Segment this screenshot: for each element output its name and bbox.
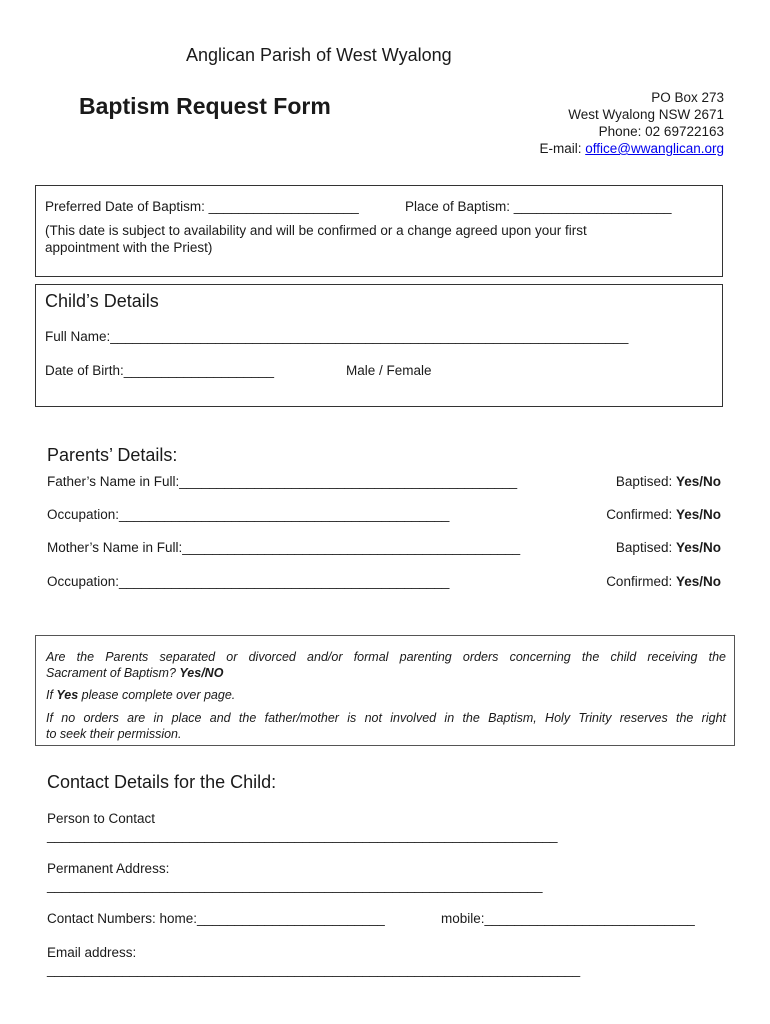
availability-note-line2: appointment with the Priest) (45, 240, 213, 255)
father-confirmed-choice[interactable] (606, 507, 721, 522)
child-full-name-field[interactable]: Full Name:_____________________________________________________________________ (45, 329, 629, 344)
custody-question-text: Sacrament of Baptism? (46, 666, 180, 680)
mobile-phone-field[interactable]: mobile:____________________________ (441, 911, 695, 926)
baptised-label: Baptised: (615, 540, 676, 555)
father-occupation-field[interactable]: Occupation:____________________________________________ (47, 507, 450, 522)
yes-option: Yes (179, 666, 202, 680)
baptised-label: Baptised: (615, 474, 676, 489)
availability-note-line1: (This date is subject to availability and will be confirmed or a change agreed upon your first (45, 223, 587, 238)
address-email (539, 140, 724, 157)
complete-over-page-note (46, 687, 235, 703)
child-gender-choice[interactable]: Male / Female (346, 363, 432, 378)
mother-name-field[interactable]: Mother’s Name in Full:_____________________________________________ (47, 540, 521, 555)
note-prefix: If (46, 688, 57, 702)
mother-baptised-choice[interactable] (616, 540, 721, 555)
note-suffix: please complete over page. (78, 688, 236, 702)
person-to-contact-label: Person to Contact (47, 811, 156, 826)
custody-question-line1: Are the Parents separated or divorced and/or formal parenting orders concerning the child receiving the (46, 650, 726, 664)
yes-emphasis: Yes (56, 688, 79, 702)
form-title: Baptism Request Form (79, 93, 331, 119)
yes-option: Yes (675, 574, 700, 589)
contact-details-heading: Contact Details for the Child: (47, 772, 277, 792)
person-to-contact-field[interactable]: ____________________________________________________________________ (47, 828, 558, 843)
permanent-address-field[interactable]: __________________________________________________________________ (47, 878, 543, 893)
no-option: /No (699, 507, 721, 522)
custody-question-line2[interactable] (46, 665, 223, 681)
child-details-heading: Child’s Details (45, 291, 159, 311)
father-baptised-choice[interactable] (616, 474, 721, 489)
yes-option: Yes (675, 474, 700, 489)
confirmed-label: Confirmed: (606, 507, 676, 522)
address-phone: Phone: 02 69722163 (598, 124, 724, 139)
permission-note-line1: If no orders are in place and the father/mother is not involved in the Baptism, Holy Trinity reserves the right (46, 711, 726, 725)
child-dob-field[interactable]: Date of Birth:____________________ (45, 363, 274, 378)
no-option: /NO (201, 666, 224, 680)
address-po-box: PO Box 273 (651, 90, 724, 105)
email-address-label: Email address: (47, 945, 137, 960)
father-name-field[interactable]: Father’s Name in Full:_____________________________________________ (47, 474, 518, 489)
permanent-address-label: Permanent Address: (47, 861, 170, 876)
parents-details-heading: Parents’ Details: (47, 445, 178, 465)
address-town: West Wyalong NSW 2671 (568, 107, 724, 122)
email-label: E-mail: (539, 141, 586, 156)
home-phone-field[interactable]: Contact Numbers: home:_________________________ (47, 911, 385, 926)
email-address-field[interactable]: _______________________________________________________________________ (47, 962, 581, 977)
parish-name: Anglican Parish of West Wyalong (186, 45, 452, 65)
yes-option: Yes (675, 540, 700, 555)
place-of-baptism-field[interactable]: Place of Baptism: _____________________ (405, 199, 672, 214)
email-link[interactable]: office@wwanglican.org (585, 141, 724, 156)
no-option: /No (699, 574, 721, 589)
confirmed-label: Confirmed: (606, 574, 676, 589)
no-option: /No (699, 474, 721, 489)
preferred-date-field[interactable]: Preferred Date of Baptism: ____________________ (45, 199, 359, 214)
no-option: /No (699, 540, 721, 555)
yes-option: Yes (675, 507, 700, 522)
mother-occupation-field[interactable]: Occupation:____________________________________________ (47, 574, 450, 589)
permission-note-line2: to seek their permission. (46, 727, 182, 741)
mother-confirmed-choice[interactable] (606, 574, 721, 589)
